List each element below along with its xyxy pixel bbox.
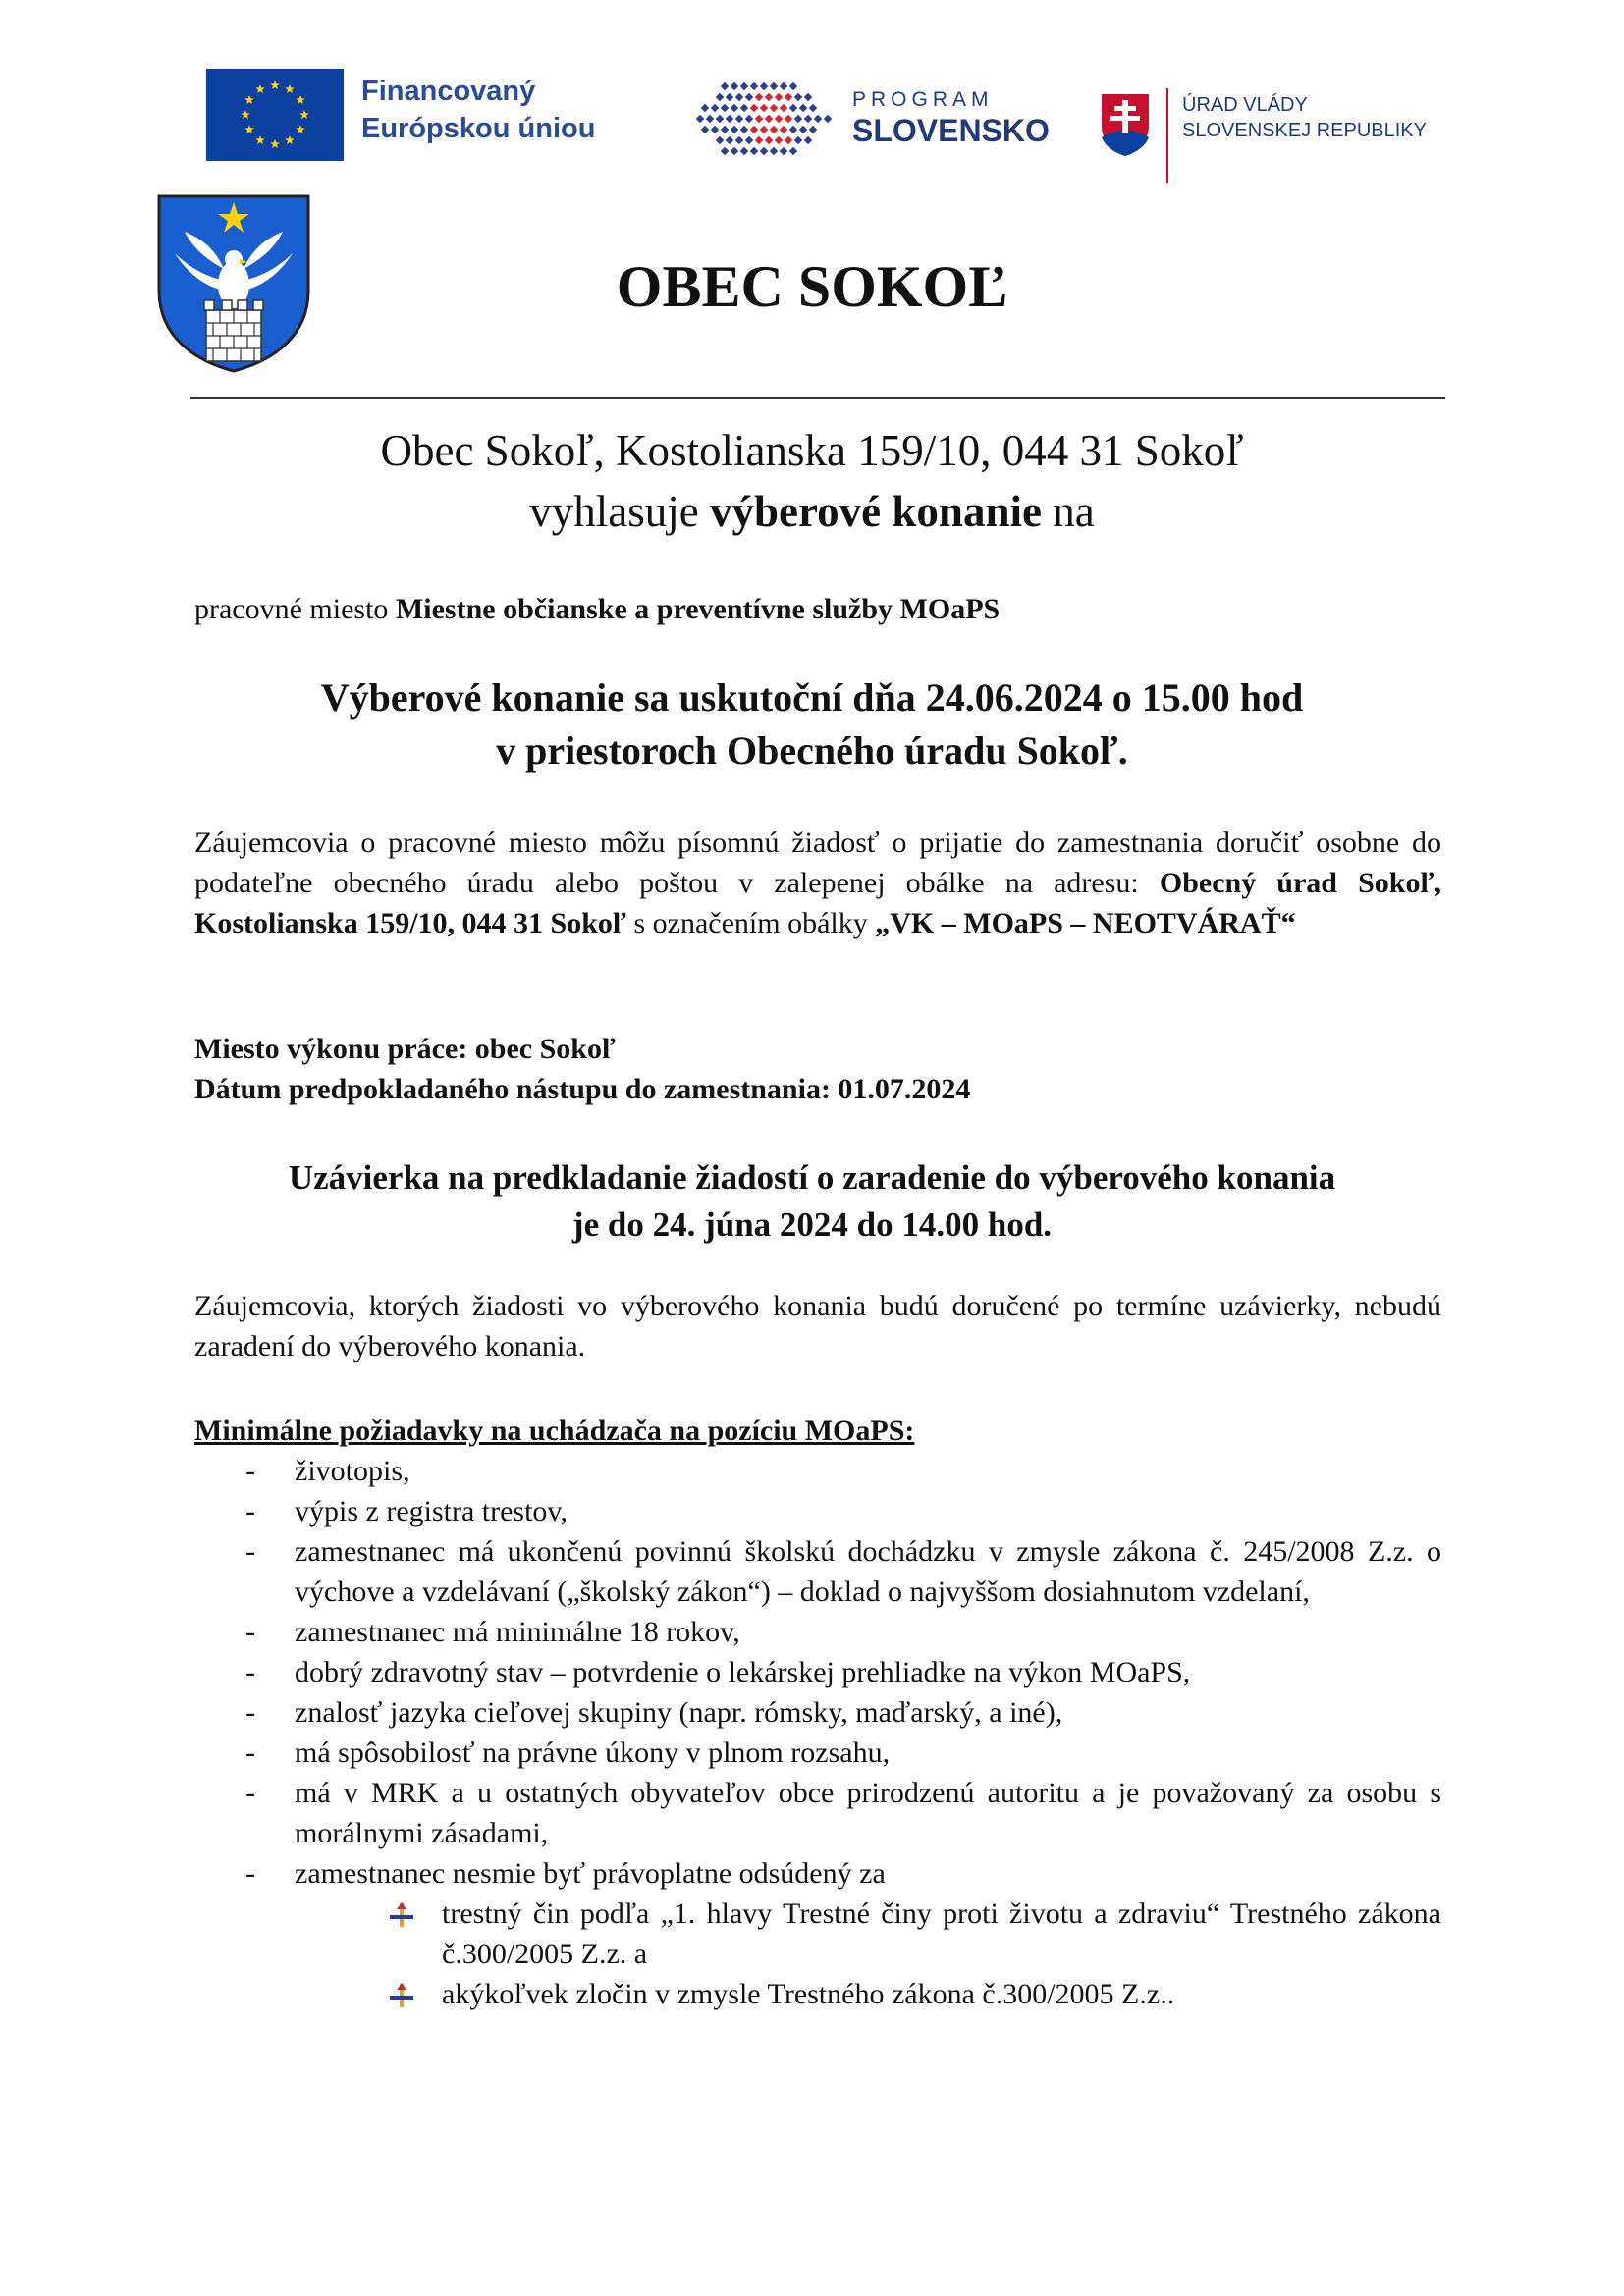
logo-dot (809, 104, 817, 112)
logo-dot (750, 126, 758, 133)
requirements-list (194, 1451, 1441, 2014)
logo-dot (780, 104, 787, 112)
dash-marker: - (245, 1535, 255, 1568)
logo-dot (755, 136, 763, 144)
program-slovensko-logo-icon (687, 77, 837, 161)
logo-dot (785, 93, 792, 101)
logo-dot (780, 126, 787, 133)
requirement-text: má v MRK a u ostatných obyvateľov obce prirodzenú autoritu a je považovaný za osobu s morálnymi zásadami, (295, 1777, 1441, 1849)
logo-dot (750, 104, 758, 112)
logo-dot (824, 115, 832, 123)
logo-dot (735, 93, 743, 101)
position-label: pracovné miesto (194, 593, 396, 625)
logo-dot (701, 126, 709, 133)
eu-flag-icon (206, 69, 344, 161)
logo-dot (789, 126, 797, 133)
application-mid: s označením obálky (625, 907, 876, 939)
logo-dot (745, 115, 753, 123)
requirement-text: výpis z registra trestov, (295, 1495, 568, 1527)
requirements-title: Minimálne požiadavky na uchádzača na pozíciu MOaPS: (194, 1415, 915, 1447)
logo-dot (711, 104, 719, 112)
logo-dot (726, 93, 733, 101)
event-line2: v priestoroch Obecného úradu Sokoľ. (496, 728, 1128, 773)
dash-marker: - (245, 1455, 255, 1487)
program-big-text: SLOVENSKO (852, 113, 1050, 148)
logo-dot (740, 147, 748, 155)
work-place: Miesto výkonu práce: obec Sokoľ (194, 1033, 617, 1065)
dash-marker: - (245, 1736, 255, 1769)
late-applications-note: Záujemcovia, ktorých žiadosti vo výberového konania budú doručené po termíne uzávierky, nebudú zaradení do výberového konania. (194, 1290, 1441, 1362)
eu-line2: Európskou úniou (361, 113, 596, 144)
logo-dot (706, 115, 714, 123)
requirement-text: životopis, (295, 1455, 410, 1487)
logo-dot (721, 82, 729, 90)
logo-dot (804, 136, 812, 144)
logo-dot (775, 115, 783, 123)
dash-marker: - (245, 1696, 255, 1729)
list-item (194, 1894, 1441, 1974)
logo-dot (765, 93, 773, 101)
logo-dot (755, 115, 763, 123)
logo-dot (770, 147, 778, 155)
logo-dot (731, 147, 738, 155)
requirement-text: zamestnanec nesmie byť právoplatne odsúdený za (295, 1857, 886, 1890)
dash-marker: - (245, 1656, 255, 1688)
logo-dot (775, 93, 783, 101)
announcement-address: Obec Sokoľ, Kostolianska 159/10, 044 31 Sokoľ (380, 426, 1244, 475)
logo-dot (785, 136, 792, 144)
requirements-section (194, 1411, 1441, 2014)
dash-marker: - (245, 1857, 255, 1890)
logo-dot (770, 82, 778, 90)
logo-dot (731, 126, 738, 133)
logo-dot (760, 147, 768, 155)
announcement-pre: vyhlasuje (529, 487, 711, 536)
job-details (194, 1029, 1441, 1109)
list-item (194, 1612, 1441, 1652)
requirement-text: dobrý zdravotný stav – potvrdenie o lekárskej prehliadke na výkon MOaPS, (295, 1656, 1191, 1688)
logo-dot (731, 104, 738, 112)
logo-dot (745, 136, 753, 144)
logo-dot (785, 115, 792, 123)
gov-office-label (1182, 92, 1427, 143)
list-item (194, 1773, 1441, 1853)
logo-dot (760, 126, 768, 133)
logo-dot (745, 93, 753, 101)
list-item (194, 1491, 1441, 1531)
logo-dot (726, 115, 733, 123)
dash-marker: - (245, 1616, 255, 1648)
logo-dot (780, 147, 787, 155)
logo-dot (770, 104, 778, 112)
program-slovensko-label (852, 88, 1050, 149)
sub-requirement-text: akýkoľvek zločin v zmysle Trestného zákona č.300/2005 Z.z.. (442, 1978, 1175, 2010)
header-logos (0, 61, 1624, 188)
position-name: Miestne občianske a preventívne služby MOaPS (395, 593, 1001, 625)
requirement-text: zamestnanec má ukončenú povinnú školskú dochádzku v zmysle zákona č. 245/2008 Z.z. o výchove a vzdelávaní („školský zákon“) – doklad o najvyššom dosiahnutom vzdelaní, (295, 1535, 1441, 1608)
deadline-line2: je do 24. júna 2024 do 14.00 hod. (571, 1205, 1053, 1244)
deadline-line1: Uzávierka na predkladanie žiadostí o zaradenie do výberového konania (288, 1158, 1336, 1197)
logo-dot (814, 115, 822, 123)
logo-dot (726, 136, 733, 144)
program-small-text: PROGRAM (852, 88, 994, 111)
arrow-cross-bullet-icon (389, 1983, 414, 2008)
requirement-text: má spôsobilosť na právne úkony v plnom rozsahu, (295, 1736, 891, 1769)
logo-dot (794, 136, 802, 144)
logo-dot (765, 115, 773, 123)
requirement-text: zamestnanec má minimálne 18 rokov, (295, 1616, 740, 1648)
list-item (194, 1733, 1441, 1773)
logo-dot (765, 136, 773, 144)
logo-dot (701, 104, 709, 112)
logo-dot (740, 82, 748, 90)
announcement-post: na (1041, 487, 1095, 536)
logo-dot (799, 104, 807, 112)
application-paragraph (194, 823, 1441, 943)
logo-dot (716, 136, 724, 144)
logo-dot (789, 82, 797, 90)
logo-dot (755, 93, 763, 101)
logo-dot (804, 115, 812, 123)
logo-dot (775, 136, 783, 144)
event-line1: Výberové konanie sa uskutoční dňa 24.06.2024 o 15.00 hod (320, 675, 1304, 720)
dash-marker: - (245, 1495, 255, 1527)
logo-dot (731, 82, 738, 90)
requirement-text: znalosť jazyka cieľovej skupiny (napr. rómsky, maďarský, a iné), (295, 1696, 1063, 1729)
logo-dot (721, 147, 729, 155)
logo-dot (799, 126, 807, 133)
position-line (194, 589, 1441, 629)
logo-dot (750, 147, 758, 155)
gov-logo-divider (1166, 88, 1168, 183)
arrow-cross-bullet-icon (389, 1902, 414, 1928)
sub-requirement-text: trestný čin podľa „1. hlavy Trestné činy proti životu a zdraviu“ Trestného zákona č.300/2005 Z.z. a (442, 1897, 1441, 1970)
gov-line2: SLOVENSKEJ REPUBLIKY (1182, 120, 1427, 141)
logo-dot (804, 93, 812, 101)
announcement-bold: výberové konanie (710, 487, 1042, 536)
slovak-coat-of-arms-icon (1098, 90, 1153, 159)
logo-dot (750, 82, 758, 90)
application-text: Záujemcovia o pracovné miesto môžu písomnú žiadosť o prijatie do zamestnania doručiť osobne do podateľne obecného úradu alebo poštou v zalepenej obálke na adresu: (194, 827, 1441, 899)
logo-dot (735, 136, 743, 144)
logo-dot (760, 104, 768, 112)
logo-dot (760, 82, 768, 90)
logo-dot (794, 93, 802, 101)
application-address: Obecný úrad Sokoľ, Kostolianska 159/10, 044 31 Sokoľ (194, 867, 1442, 939)
gov-line1: ÚRAD VLÁDY (1182, 94, 1308, 116)
logo-dot (794, 115, 802, 123)
logo-dot (780, 82, 787, 90)
application-marking: „VK – MOaPS – NEOTVÁRAŤ“ (875, 907, 1296, 939)
logo-dot (789, 104, 797, 112)
logo-dot (789, 147, 797, 155)
logo-dot (721, 104, 729, 112)
logo-dot (740, 104, 748, 112)
logo-dot (809, 126, 817, 133)
logo-dot (735, 115, 743, 123)
page-title: OBEC SOKOĽ (616, 254, 1008, 319)
event-heading (0, 671, 1624, 777)
logo-dot (716, 93, 724, 101)
logo-dot (770, 126, 778, 133)
dash-marker: - (245, 1777, 255, 1809)
logo-dot (696, 115, 704, 123)
list-item (194, 1451, 1441, 1491)
list-item (194, 1531, 1441, 1612)
logo-dot (740, 126, 748, 133)
logo-dot (721, 126, 729, 133)
eu-line1: Financovaný (361, 76, 536, 107)
announcement-heading (0, 420, 1624, 542)
list-item (194, 1853, 1441, 1894)
start-date: Dátum predpokladaného nástupu do zamestnania: 01.07.2024 (194, 1073, 971, 1105)
list-item (194, 1652, 1441, 1692)
list-item (194, 1974, 1441, 2014)
title-divider (190, 397, 1445, 399)
logo-dot (716, 115, 724, 123)
logo-dot (711, 126, 719, 133)
list-item (194, 1692, 1441, 1733)
deadline-heading (0, 1154, 1624, 1249)
eu-funding-label (361, 73, 595, 147)
